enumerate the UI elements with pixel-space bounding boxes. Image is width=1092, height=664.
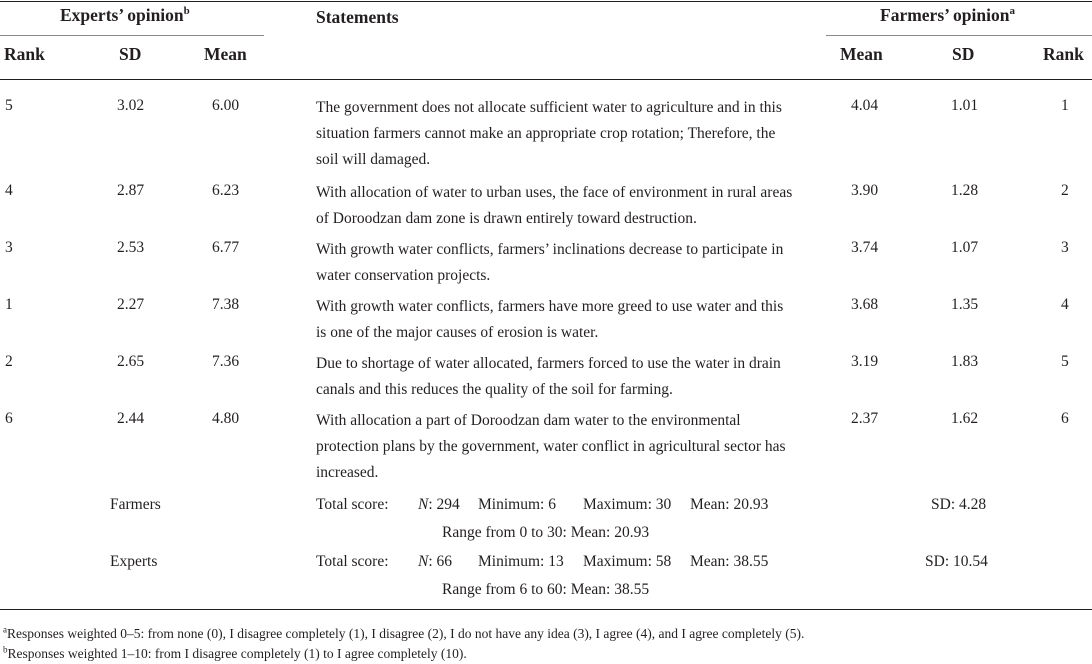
total-mean: Mean: 20.93 [690, 496, 769, 513]
farmers-rank-cell: 6 [1061, 410, 1069, 427]
farmers-rank-cell: 3 [1061, 239, 1069, 256]
farmers-sd-cell: 1.35 [951, 296, 979, 313]
experts-sd-cell: 3.02 [117, 97, 145, 114]
total-range: Range from 0 to 30: Mean: 20.93 [442, 524, 650, 541]
experts-rank-header: Rank [4, 44, 45, 64]
header-bottom-rule [0, 79, 1092, 80]
total-score-label: Total score: [316, 553, 389, 570]
experts-mean-cell: 6.00 [212, 97, 240, 114]
total-minimum: Minimum: 13 [478, 553, 564, 570]
total-mean: Mean: 38.55 [690, 553, 769, 570]
total-range: Range from 6 to 60: Mean: 38.55 [442, 581, 650, 598]
farmers-mean-cell: 2.37 [851, 410, 879, 427]
experts-rank-cell: 6 [5, 410, 13, 427]
experts-group-rule [0, 35, 264, 36]
total-minimum: Minimum: 6 [478, 496, 556, 513]
farmers-opinion-header: Farmers’ opinion$^a$ [880, 5, 1015, 25]
experts-mean-cell: 6.77 [212, 239, 240, 256]
total-maximum: Maximum: 58 [583, 553, 672, 570]
statements-header: Statements [316, 7, 399, 27]
experts-rank-cell: 2 [5, 353, 13, 370]
statement-cell: With growth water conflicts, farmers have more greed to use water and this is one of the major causes of erosion is water. [316, 298, 784, 341]
total-score-label: Total score: [316, 496, 389, 513]
footnote-b: $^b$Responses weighted 1–10: from I disagree completely (1) to I agree completely (10). [3, 644, 467, 661]
farmers-rank-cell: 4 [1061, 296, 1069, 313]
experts-mean-cell: 6.23 [212, 182, 240, 199]
total-n: N: 294 [418, 496, 460, 513]
experts-rank-cell: 3 [5, 239, 13, 256]
statement-cell: Due to shortage of water allocated, farmers forced to use the water in drain canals and this reduces the quality of the soil for farming. [316, 355, 781, 398]
total-sd: SD: 10.54 [925, 553, 988, 570]
experts-mean-cell: 7.36 [212, 353, 240, 370]
experts-sd-cell: 2.44 [117, 410, 145, 427]
farmers-rank-header: Rank [1043, 44, 1084, 64]
farmers-sd-cell: 1.07 [951, 239, 979, 256]
experts-rank-cell: 5 [5, 97, 13, 114]
experts-opinion-header: Experts’ opinion$^b$ [60, 5, 190, 25]
statement-cell: The government does not allocate sufficient water to agriculture and in this situation farmers cannot make an appropriate crop rotation; Therefore, the soil will damaged. [316, 99, 782, 168]
experts-sd-cell: 2.65 [117, 353, 145, 370]
farmers-mean-cell: 3.74 [851, 239, 879, 256]
table-top-rule [0, 1, 1092, 2]
farmers-sd-cell: 1.01 [951, 97, 979, 114]
experts-sd-cell: 2.87 [117, 182, 145, 199]
experts-rank-cell: 4 [5, 182, 13, 199]
total-n: N: 66 [418, 553, 453, 570]
farmers-rank-cell: 2 [1061, 182, 1069, 199]
total-maximum: Maximum: 30 [583, 496, 672, 513]
farmers-sd-cell: 1.83 [951, 353, 979, 370]
experts-sd-cell: 2.53 [117, 239, 145, 256]
farmers-sd-header: SD [952, 44, 975, 64]
totals-group-label: Experts [110, 553, 158, 570]
totals-group-label: Farmers [110, 496, 161, 513]
experts-sd-cell: 2.27 [117, 296, 145, 313]
statement-cell: With growth water conflicts, farmers’ inclinations decrease to participate in water conservation projects. [316, 241, 784, 284]
farmers-mean-cell: 4.04 [851, 97, 879, 114]
table-bottom-rule [0, 609, 1092, 610]
statement-cell: With allocation a part of Doroodzan dam water to the environmental protection plans by the government, water conflict in agricultural sector has increased. [316, 412, 786, 481]
farmers-group-rule [826, 35, 1092, 36]
farmers-sd-cell: 1.28 [951, 182, 979, 199]
farmers-mean-cell: 3.90 [851, 182, 879, 199]
farmers-mean-cell: 3.19 [851, 353, 879, 370]
experts-mean-cell: 4.80 [212, 410, 240, 427]
total-sd: SD: 4.28 [931, 496, 987, 513]
farmers-mean-header: Mean [840, 44, 883, 64]
experts-sd-header: SD [119, 44, 142, 64]
farmers-rank-cell: 1 [1061, 97, 1069, 114]
experts-mean-cell: 7.38 [212, 296, 240, 313]
farmers-mean-cell: 3.68 [851, 296, 879, 313]
statement-cell: With allocation of water to urban uses, the face of environment in rural areas of Doroodzan dam zone is drawn entirely toward destruction. [316, 184, 793, 227]
farmers-rank-cell: 5 [1061, 353, 1069, 370]
experts-mean-header: Mean [204, 44, 247, 64]
farmers-sd-cell: 1.62 [951, 410, 979, 427]
experts-rank-cell: 1 [5, 296, 13, 313]
footnote-a: $^a$Responses weighted 0–5: from none (0), I disagree completely (1), I disagree (2), I do not have any idea (3), I agree (4), and I agree completely (5). [3, 624, 805, 641]
